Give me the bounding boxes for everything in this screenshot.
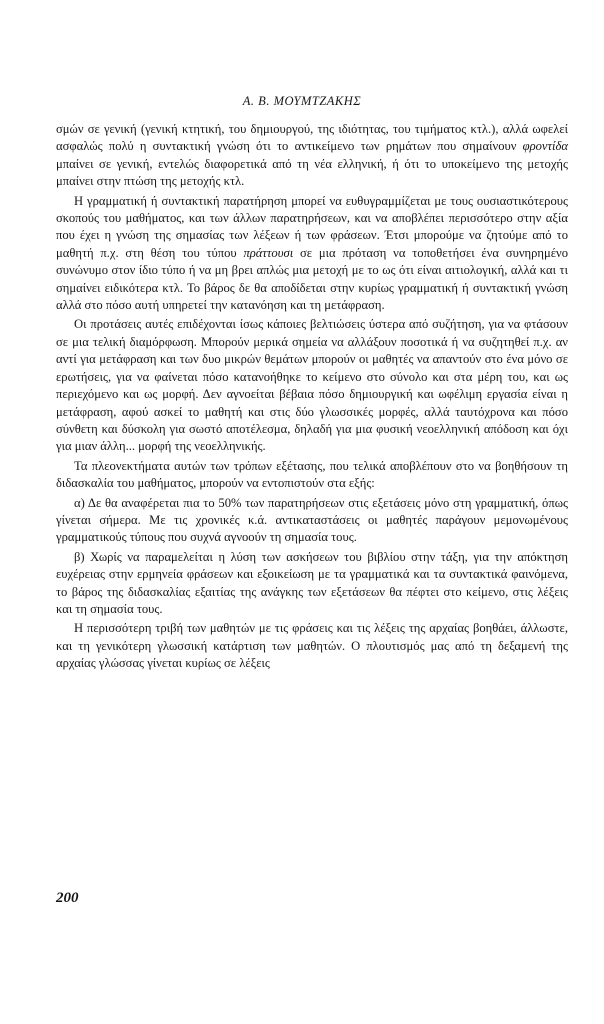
text-run: σμών σε γενική (γενική κτητική, του δημιουργού, της ιδιότητας, του τιμήματος κτλ.), αλλά ωφελεί ασφαλώς πολύ η συντακτική γνώση ότι το αντικείμενο των ρημάτων που σημαίνουν [56,122,568,154]
list-item-b: β) Χωρίς να παραμελείται η λύση των ασκήσεων του βιβλίου στην τάξη, για την απόκτηση ευχέρειας στην ερμηνεία φράσεων και εξοικείωση με τα γραμματικά και τα συντακτικά φαινόμενα, το βάρος της διδασκαλίας εξαιτίας της ανάγκης των εξετάσεων θα πέφτει στο κείμενο, στις λέξεις και τη σημασία τους. [56,549,568,616]
emphasis-text: φροντίδα [522,139,568,154]
paragraph-continuation [56,121,568,191]
running-header: Α. Β. ΜΟΥΜΤΖΑΚΗΣ [242,94,362,108]
paragraph [56,193,568,315]
page-number: 200 [56,890,79,906]
text-run: Η γραμματική ή συντακτική παρατήρηση μπορεί να ευθυγραμμίζεται με τους ουσιαστικότερους σκοπούς του μαθήματος, και των άλλων παρατηρήσεων, και να αποβλέπει περισσότερο στην αξία που έχει η γνώση της σημασίας των λέξεων ή των φράσεων. Έτσι μπορούμε να ζητούμε από το μαθητή π.χ. στη θέση του τύπου [56,193,568,260]
text-run: μπαίνει σε γενική, εντελώς διαφορετικά από τη νέα ελληνική, ή ότι το υποκείμενο της μετοχής μπαίνει στην πτώση της μετοχής κτλ. [56,156,568,189]
body-text [56,121,568,673]
paragraph: Οι προτάσεις αυτές επιδέχονται ίσως κάποιες βελτιώσεις ύστερα από συζήτηση, για να φτάσουν σε μια τελική διαμόρφωση. Μπορούν μερικά σημεία να αλλάξουν ποσοτικά ή να συζητηθεί π.χ. αν αντί για μετάφραση και των δυο μικρών θεμάτων μπορούν οι μαθητές να απαντούν στο ένα μόνο σε ερωτήσεις, για να φαίνεται πόσο κατανοήθηκε το κείμενο στο σύνολο και στα μέρη του, και ως περιεχόμενο και ως μορφή. Δεν αγνοείται βέβαια πόσο δημιουργική και ωφέλιμη εργασία είναι η μετάφραση, αφού ασκεί το μαθητή και στις δύο γλωσσικές μορφές, αλλά ταυτόχρονα και πόσο σύνθετη και δύσκολη για σωστό αποτέλεσμα, δηλαδή για μια φυσική νεοελληνική απόδοση και όχι για μιαν άλλη... μορφή της νεοελληνικής. [56,317,568,454]
text-run: σε μια πρόταση να τοποθετήσει ένα συνηρημένο συνώνυμο στον ίδιο τύπο ή να μη βρει απλώς μια μετοχή με το ως ότι είναι αιτιολογική, αλλά και τι σημαίνει ειδικότερα κτλ. Το βάρος δε θα αποδίδεται στην κυρίως γραμματική ή συντακτική γνώση αλλά στο πόσο αυτή υπηρετεί την κατανόηση και τη μετάφραση. [56,245,568,313]
list-item-a: α) Δε θα αναφέρεται πια το 50% των παρατηρήσεων στις εξετάσεις μόνο στη γραμματική, όπως γίνεται σήμερα. Με τις χρονικές κ.ά. αντικαταστάσεις οι μαθητές παράγουν μεμονωμένους γραμματικούς τύπους που συχνά αγνοούν τη σημασία τους. [56,495,568,545]
paragraph: Η περισσότερη τριβή των μαθητών με τις φράσεις και τις λέξεις της αρχαίας βοηθάει, άλλωστε, και τη γενικότερη γλωσσική κατάρτιση των μαθητών. Ο πλουτισμός μας από τη δεξαμενή της αρχαίας γλώσσας γίνεται κυρίως σε λέξεις [56,621,568,671]
paragraph: Τα πλεονεκτήματα αυτών των τρόπων εξέτασης, που τελικά αποβλέπουν στο να βοηθήσουν τη διδασκαλία του μαθήματος, μπορούν να εντοπιστούν στα εξής: [56,458,568,491]
emphasis-text: πράττουσι [243,245,294,260]
